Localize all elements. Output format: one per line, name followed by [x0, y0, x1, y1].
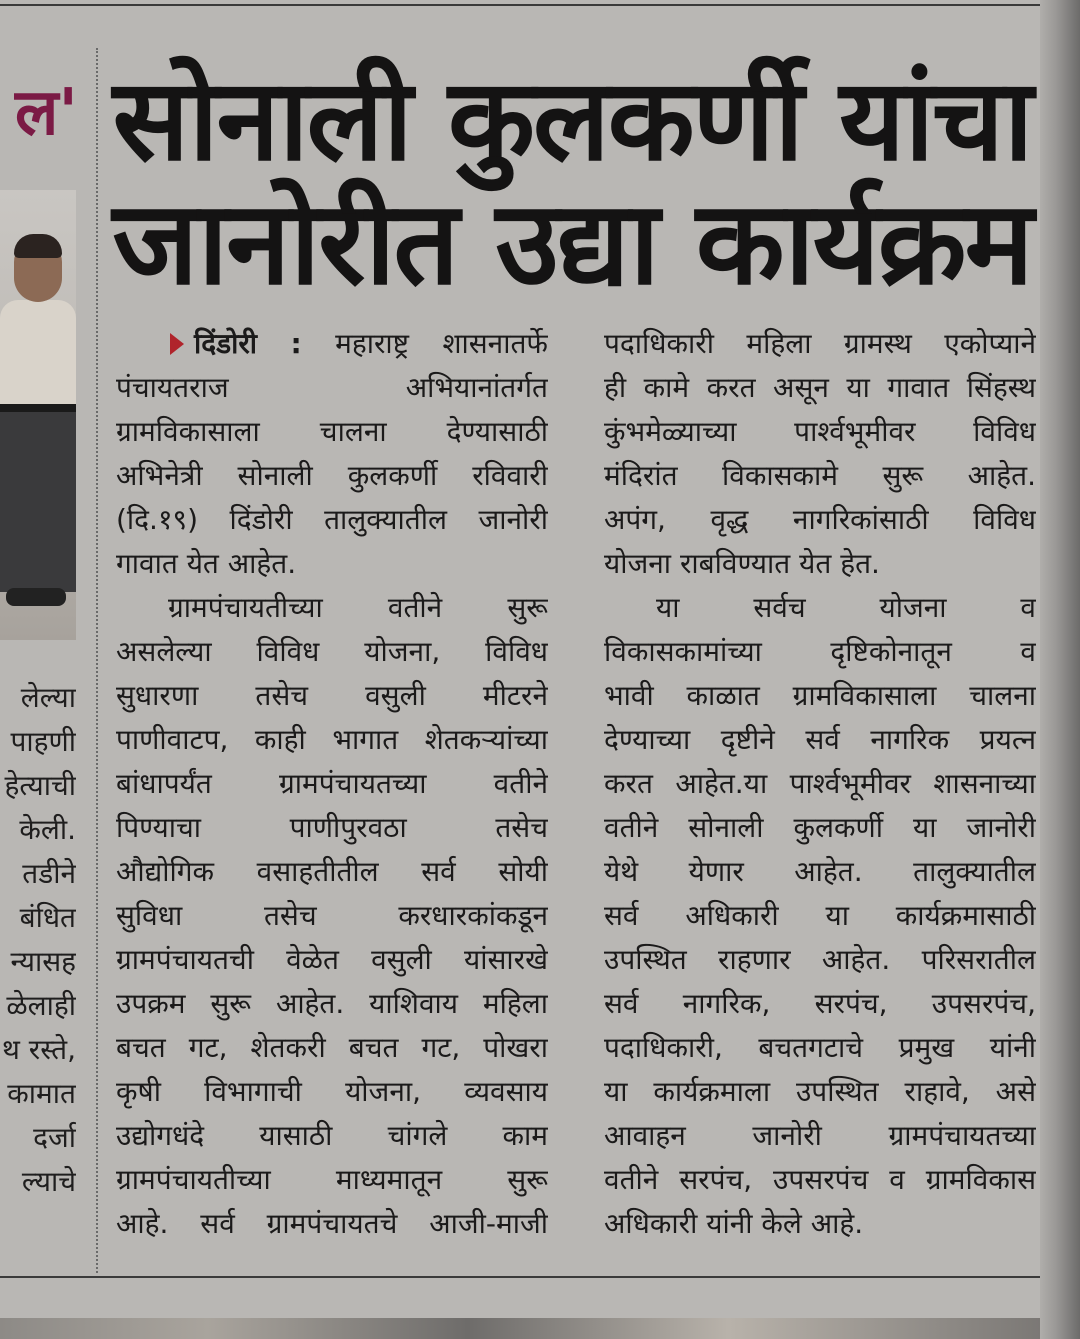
- photo-shoe: [6, 588, 66, 606]
- text-line: अभिनेत्री सोनाली कुलकर्णी रविवारी: [116, 459, 548, 492]
- dateline-separator: :: [290, 327, 302, 360]
- text-line: दर्जा: [33, 1121, 76, 1154]
- text-line: या कार्यक्रमाला उपस्थित राहावे, असे: [604, 1075, 1036, 1108]
- headline-line-2: जानोरीत उद्या कार्यक्रम: [112, 177, 1032, 311]
- bottom-rule: [0, 1276, 1040, 1278]
- dateline: दिंडोरी: [194, 327, 258, 360]
- text-line: अधिकारी यांनी केले आहे.: [604, 1207, 864, 1240]
- text-line: औद्योगिक वसाहतीतील सर्व सोयी: [116, 855, 548, 888]
- text-line: भावी काळात ग्रामविकासाला चालना: [604, 679, 1036, 712]
- text-line: देण्याच्या दृष्टीने सर्व नागरिक प्रयत्न: [604, 723, 1036, 756]
- text-line: विकासकामांच्या दृष्टिकोनातून व: [604, 635, 1036, 668]
- article-column-1: [116, 322, 548, 1246]
- text-line: पाणीवाटप, काही भागात शेतकऱ्यांच्या: [116, 723, 548, 756]
- text-line: असलेल्या विविध योजना, विविध: [116, 635, 548, 668]
- text-line: ल्याचे: [21, 1165, 76, 1198]
- text-line: आवाहन जानोरी ग्रामपंचायतच्या: [604, 1119, 1036, 1152]
- top-rule: [0, 4, 1040, 6]
- text-line: बंधित: [19, 901, 76, 934]
- text-line: पंचायतराज अभियानांतर्गत: [116, 371, 548, 404]
- text-line: ग्रामविकासाला चालना देण्यासाठी: [116, 415, 548, 448]
- text-line: सुधारणा तसेच वसुली मीटरने: [116, 679, 548, 712]
- text-line: पदाधिकारी, बचतगटाचे प्रमुख यांनी: [604, 1031, 1036, 1064]
- previous-article-column: [0, 676, 76, 1204]
- text-line: उपक्रम सुरू आहेत. याशिवाय महिला: [116, 987, 548, 1020]
- text-line: (दि.१९) दिंडोरी तालुक्यातील जानोरी: [116, 503, 548, 536]
- text-line: अपंग, वृद्ध नागरिकांसाठी विविध: [604, 503, 1036, 536]
- text-line: बांधापर्यंत ग्रामपंचायतच्या वतीने: [116, 767, 548, 800]
- text-line: गावात येत आहेत.: [116, 547, 297, 580]
- text-line: पिण्याचा पाणीपुरवठा तसेच: [116, 811, 548, 844]
- text-line: आहे. सर्व ग्रामपंचायतचे आजी-माजी: [116, 1207, 548, 1240]
- text-line: पदाधिकारी महिला ग्रामस्थ एकोप्याने: [604, 327, 1036, 360]
- person-photo: [0, 190, 76, 640]
- text-line: करत आहेत.या पार्श्वभूमीवर शासनाच्या: [604, 767, 1036, 800]
- text-line: न्यासह: [10, 945, 76, 978]
- previous-headline-fragment: [0, 68, 78, 158]
- text-line: या सर्वच योजना व: [656, 591, 1036, 624]
- text-line: सुविधा तसेच करधारकांकडून: [116, 899, 548, 932]
- text-line: बचत गट, शेतकरी बचत गट, पोखरा: [116, 1031, 548, 1064]
- photo-pants: [0, 412, 76, 592]
- column-separator: [96, 48, 98, 1273]
- text-line: हेत्याची: [4, 769, 76, 802]
- page-edge-shadow: [1040, 0, 1080, 1339]
- text-line: ग्रामपंचायतची वेळेत वसुली यांसारखे: [116, 943, 548, 976]
- text-line: ळेलाही: [6, 989, 76, 1022]
- text-line: थ रस्ते,: [2, 1033, 76, 1066]
- text-line: सर्व अधिकारी या कार्यक्रमासाठी: [604, 899, 1036, 932]
- text-line: ही कामे करत असून या गावात सिंहस्थ: [604, 371, 1036, 404]
- text-line: तडीने: [22, 857, 76, 890]
- triangle-marker-icon: [170, 333, 184, 355]
- next-section-image-strip: [0, 1318, 1040, 1339]
- text-line: पाहणी: [10, 725, 76, 758]
- first-line: [116, 322, 548, 366]
- text-line: वतीने सरपंच, उपसरपंच व ग्रामविकास: [604, 1163, 1036, 1196]
- previous-headline-text: ल': [15, 76, 78, 150]
- text-line: उपस्थित राहणार आहेत. परिसरातील: [604, 943, 1036, 976]
- first-line-text: महाराष्ट्र शासनातर्फे: [335, 327, 548, 360]
- text-line: केली.: [19, 813, 76, 846]
- headline-line-1: सोनाली कुलकर्णी यांचा: [112, 54, 1032, 186]
- text-line: योजना राबविण्यात येत हेत.: [604, 547, 880, 580]
- photo-shirt: [0, 300, 76, 410]
- text-line: वतीने सोनाली कुलकर्णी या जानोरी: [604, 811, 1036, 844]
- text-line: ग्रामपंचायतीच्या वतीने सुरू: [168, 591, 548, 624]
- text-line: कामात: [7, 1077, 76, 1110]
- text-line: ग्रामपंचायतीच्या माध्यमातून सुरू: [116, 1163, 548, 1196]
- text-line: कुंभमेळ्याच्या पार्श्वभूमीवर विविध: [604, 415, 1036, 448]
- text-line: येथे येणार आहेत. तालुक्यातील: [604, 855, 1036, 888]
- headline: [112, 54, 1032, 311]
- text-line: मंदिरांत विकासकामे सुरू आहेत.: [604, 459, 1036, 492]
- text-line: कृषी विभागाची योजना, व्यवसाय: [116, 1075, 548, 1108]
- text-line: उद्योगधंदे यासाठी चांगले काम: [116, 1119, 548, 1152]
- photo-hair: [14, 234, 62, 258]
- text-line: सर्व नागरिक, सरपंच, उपसरपंच,: [604, 987, 1036, 1020]
- photo-belt: [0, 404, 76, 412]
- article-column-2: [604, 322, 1036, 1246]
- text-line: लेल्या: [20, 681, 76, 714]
